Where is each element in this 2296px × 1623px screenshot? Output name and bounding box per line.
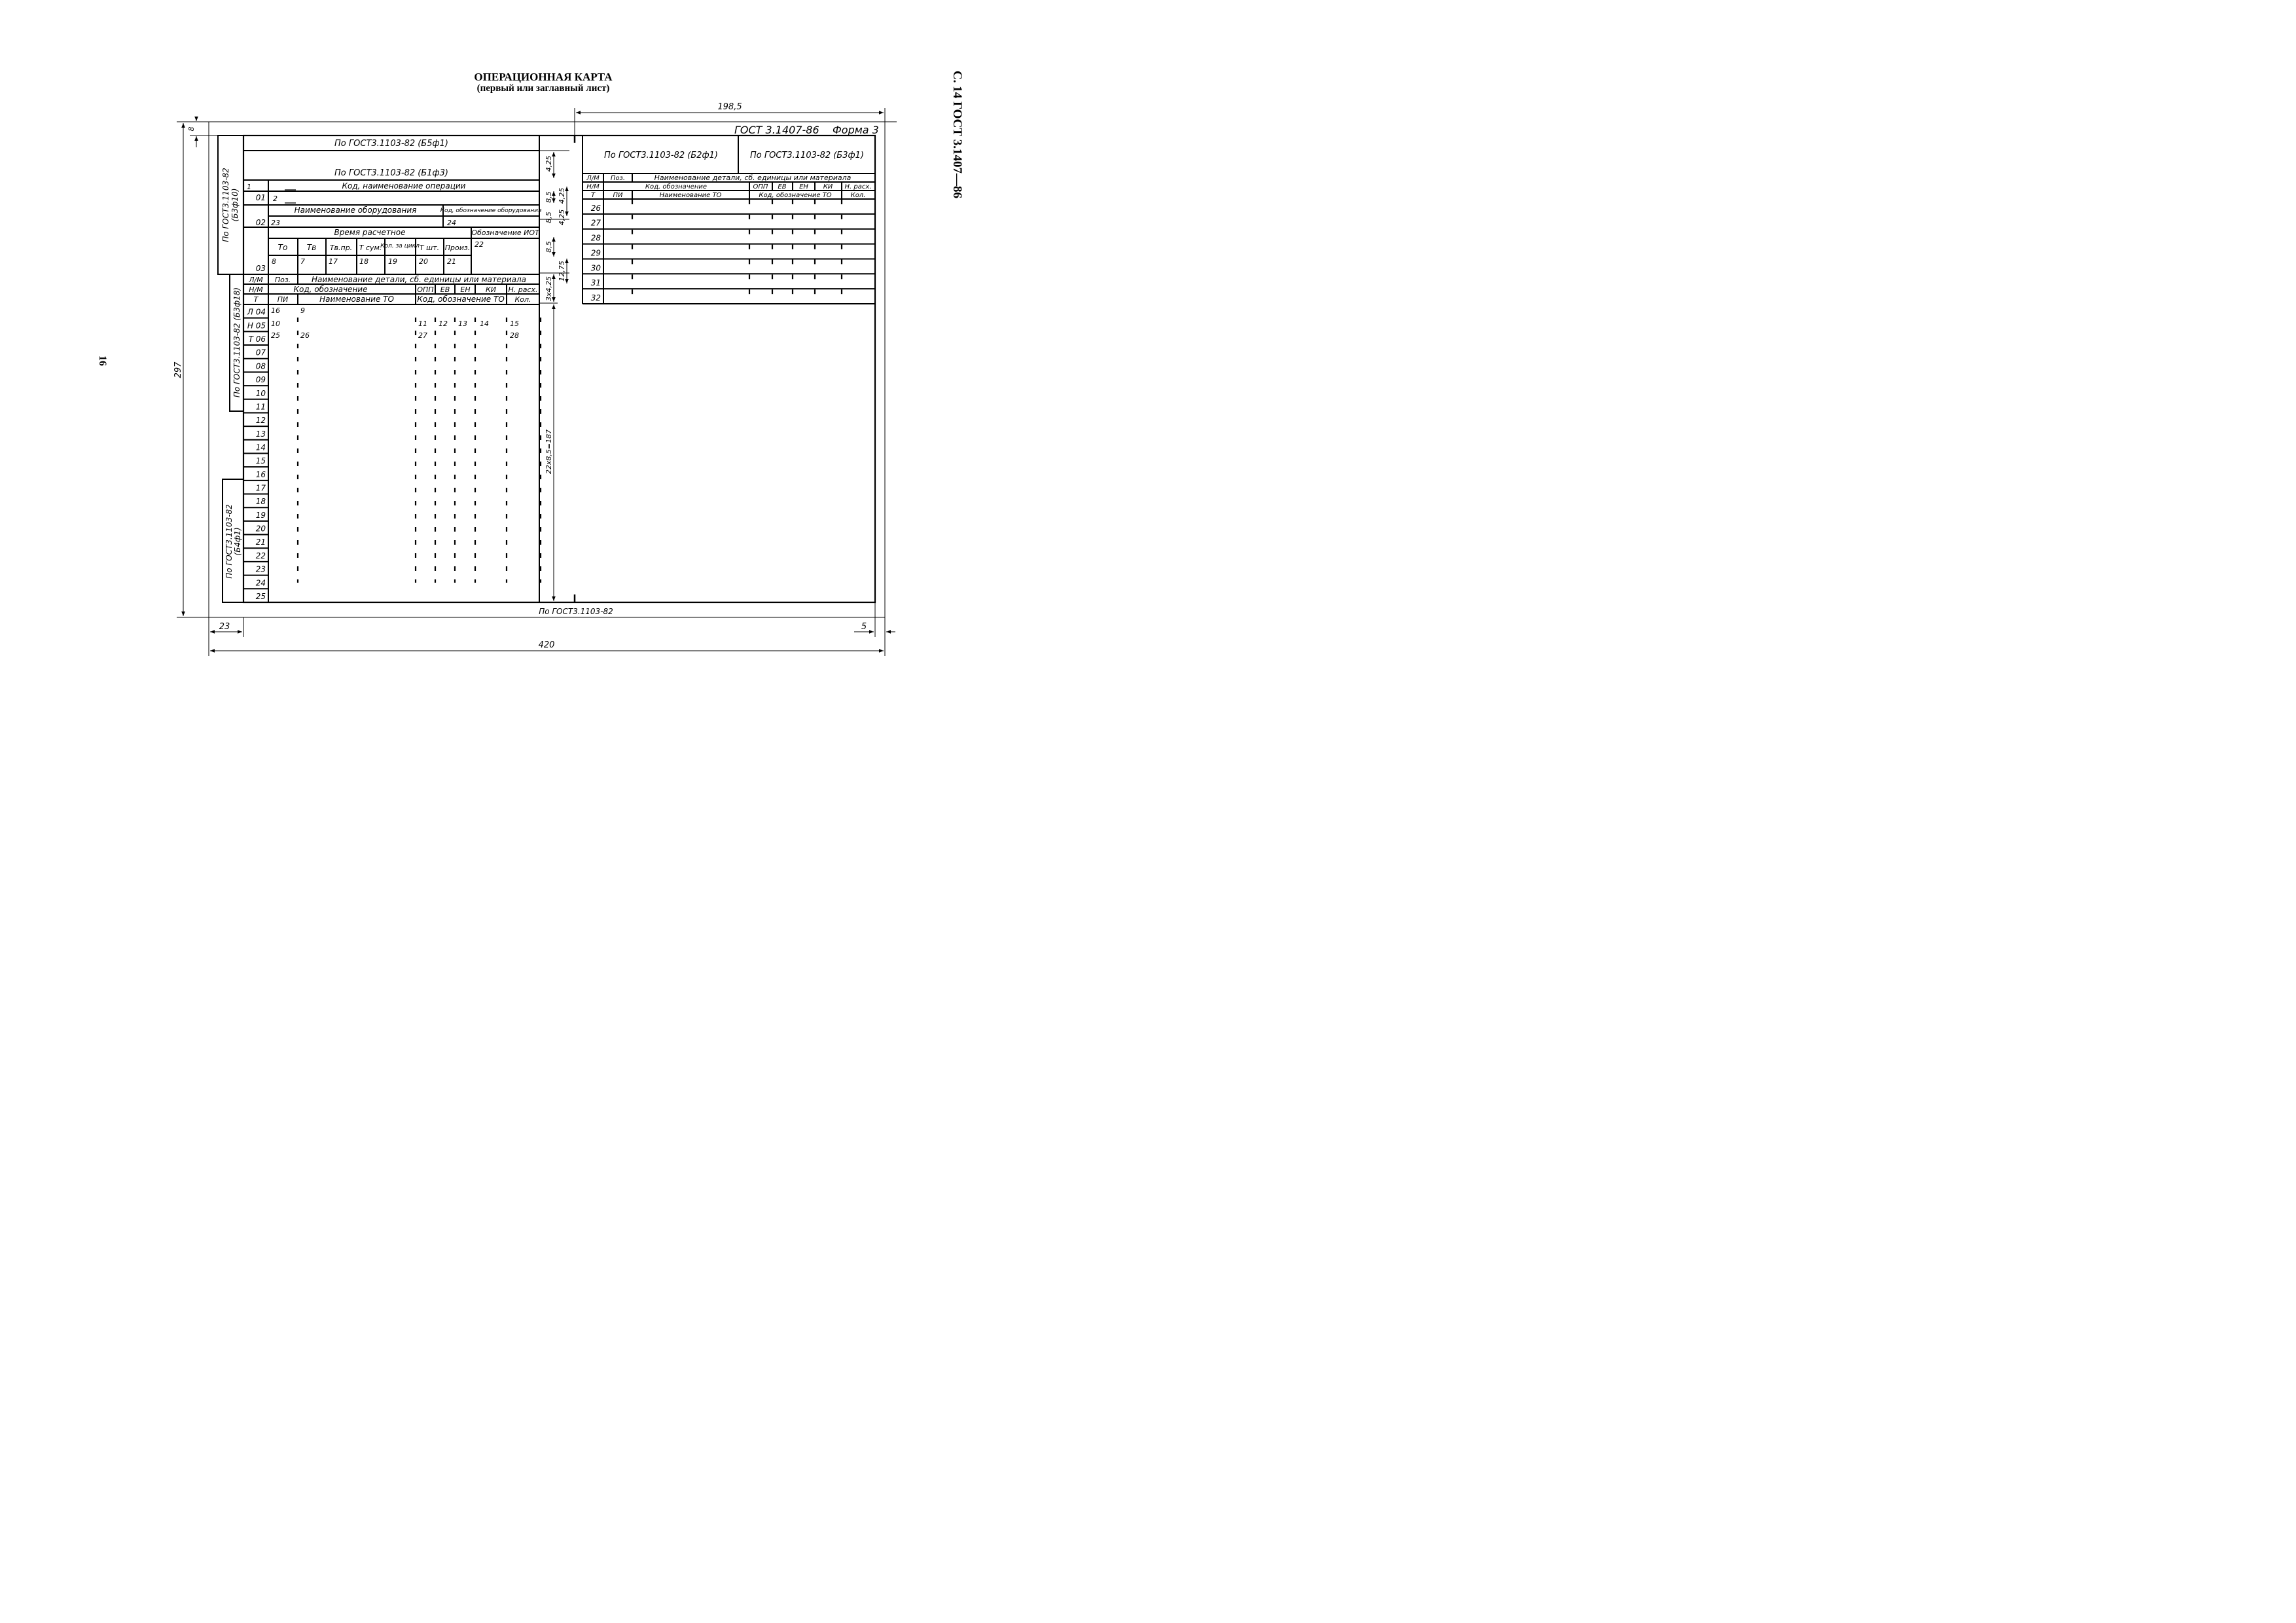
row-number: 15 (255, 456, 266, 466)
right-h-ki: КИ (823, 183, 833, 191)
left-row-numbers (243, 191, 268, 602)
dim-rows-total: 22х8,5=187 (545, 429, 553, 475)
ref-b5f1: По ГОСТ3.1103-82 (Б5ф1) (334, 139, 448, 149)
row-number: 21 (255, 538, 266, 547)
right-row-number: 31 (590, 278, 601, 288)
right-h-en: ЕН (799, 183, 808, 191)
right-h-code: Код, обозначение (645, 183, 708, 191)
col-kolcycle: Кол. за цикл (380, 243, 420, 249)
label-equip-code: Код, обозначение оборудования (440, 208, 542, 214)
side-block-1-ref: По ГОСТ3.1103-82 (221, 168, 230, 242)
row-number: 22 (255, 551, 266, 560)
col-tsum: Т сум. (359, 244, 382, 252)
field-12: 12 (439, 319, 448, 328)
field-26: 26 (300, 331, 310, 340)
right-row-number: 26 (590, 203, 601, 213)
left-h-poz: Поз. (274, 276, 291, 284)
right-h-t: Т (590, 192, 596, 199)
row-number: 25 (255, 591, 266, 601)
dim-left-margin: 23 (219, 622, 230, 632)
row-number: 18 (255, 497, 266, 507)
left-h-ki: КИ (485, 285, 497, 294)
dim-height-total: 297 (173, 361, 183, 378)
page-header-right: С. 14 ГОСТ 3.1407—86 (950, 71, 964, 198)
dim-4-25-b: 4,25 (558, 187, 566, 204)
page-subtitle: (первый или заглавный лист) (476, 83, 610, 94)
dim-8-5-a: 8,5 (545, 191, 553, 203)
label-op-code: Код, наименование операции (342, 181, 466, 191)
val-21: 21 (447, 257, 456, 266)
field-15: 15 (510, 319, 519, 328)
col-to: То (278, 243, 288, 252)
marker-24: 24 (447, 219, 456, 227)
dim-width-total: 420 (538, 640, 555, 650)
row-number: 23 (255, 564, 266, 574)
marker-2: 2 (273, 194, 278, 203)
dim-4-25-c: 4,25 (558, 209, 566, 226)
page-number: 16 (97, 356, 108, 366)
right-h-pi: ПИ (613, 192, 623, 199)
right-row-number: 28 (590, 233, 601, 243)
left-h-ev: ЕВ (440, 285, 450, 294)
bottom-ref: По ГОСТ3.1103-82 (539, 607, 613, 616)
field-28: 28 (510, 331, 519, 340)
right-h-ev: ЕВ (778, 183, 787, 191)
dim-right-margin: 5 (861, 622, 867, 632)
val-18: 18 (359, 257, 368, 266)
val-17: 17 (329, 257, 338, 266)
row-number: 19 (255, 510, 266, 520)
left-h-nrash: Н. расх. (508, 285, 538, 294)
row-number: 13 (255, 429, 266, 439)
right-h-name: Наименование детали, сб. единицы или материала (654, 173, 852, 182)
label-iot: Обозначение ИОТ (471, 228, 539, 237)
label-equip-name: Наименование оборудования (294, 206, 417, 215)
left-h-kol: Кол. (514, 295, 531, 304)
field-10: 10 (271, 319, 280, 328)
row-number: 08 (255, 361, 266, 371)
right-h-opp: ОПП (753, 183, 768, 191)
side-block-3-code: (Б4ф1) (233, 527, 242, 556)
right-h-kol: Кол. (850, 192, 866, 199)
right-h-nm: Н/М (586, 183, 600, 191)
row-number: 12 (255, 416, 266, 426)
dim-8-5-c: 8,5 (545, 241, 553, 253)
dim-right-width: 198,5 (717, 102, 742, 112)
field-27: 27 (418, 331, 427, 340)
ref-b2f1: По ГОСТ3.1103-82 (Б2ф1) (604, 151, 718, 160)
left-h-lm: Л/М (249, 276, 263, 284)
col-tsht: Т шт. (419, 244, 440, 252)
left-h-pi: ПИ (277, 295, 289, 304)
right-h-codeto: Код, обозначение ТО (759, 192, 832, 199)
right-h-nrash: Н. расх. (844, 183, 872, 191)
row-number: 01 (255, 193, 266, 202)
field-14: 14 (480, 319, 489, 328)
operation-card-drawing (0, 0, 1020, 721)
marker-23: 23 (271, 219, 280, 227)
right-row-number: 27 (590, 218, 601, 228)
marker-22: 22 (475, 240, 484, 249)
row-number: 14 (255, 443, 266, 452)
right-h-nameto: Наименование ТО (659, 192, 722, 199)
left-h-name: Наименование детали, сб. единицы или материала (311, 275, 527, 284)
row-number: Л 04 (247, 307, 266, 317)
row-number: 20 (255, 524, 266, 534)
field-16: 16 (271, 306, 280, 315)
left-h-codeto: Код, обозначение ТО (417, 295, 505, 304)
field-11: 11 (418, 319, 427, 328)
left-h-nm: Н/М (249, 285, 263, 294)
ref-b3f1: По ГОСТ3.1103-82 (Б3ф1) (750, 151, 864, 160)
right-h-lm: Л/М (586, 175, 600, 182)
left-h-code: Код, обозначение (293, 285, 368, 294)
left-h-opp: ОПП (417, 285, 434, 294)
field-25: 25 (271, 331, 280, 340)
side-block-2-ref: По ГОСТ3.1103-82 (Б3ф18) (232, 287, 242, 398)
form-standard: ГОСТ 3.1407-86 (734, 124, 819, 136)
row-number: 24 (255, 578, 266, 588)
val-19: 19 (388, 257, 397, 266)
right-row-numbers (583, 200, 875, 302)
dim-12-75: 12,75 (558, 261, 566, 282)
dim-top-margin: 8 (187, 126, 196, 132)
dim-3x4-25: 3х4,25 (545, 276, 553, 302)
page-title: ОПЕРАЦИОННАЯ КАРТА (474, 71, 613, 83)
right-row-number: 30 (590, 263, 601, 273)
label-time: Время расчетное (334, 228, 406, 237)
row-number: 02 (255, 218, 266, 227)
row-number: 07 (255, 348, 266, 357)
marker-1: 1 (247, 183, 251, 191)
left-h-en: ЕН (460, 285, 471, 294)
right-row-number: 29 (590, 248, 601, 258)
side-block-3-ref: По ГОСТ3.1103-82 (224, 504, 234, 579)
dim-4-25-top: 4,25 (545, 155, 553, 172)
left-h-t: Т (253, 295, 259, 304)
row-number: 17 (255, 483, 266, 493)
row-number: 16 (255, 469, 266, 479)
row-number: 09 (255, 375, 266, 385)
val-8: 8 (272, 257, 276, 266)
right-row-number: 32 (590, 293, 601, 303)
left-h-nameto: Наименование ТО (319, 295, 394, 304)
val-7: 7 (300, 257, 305, 266)
row-number: Н 05 (247, 321, 266, 331)
val-20: 20 (419, 257, 428, 266)
form-number: Форма 3 (833, 124, 879, 136)
side-block-1-code: (Б3ф10) (230, 188, 240, 222)
col-tvpr: Тв.пр. (329, 244, 353, 252)
right-h-poz: Поз. (610, 175, 626, 182)
dim-8-5-b: 8,5 (545, 211, 553, 223)
row-number: 11 (255, 402, 266, 412)
field-9: 9 (300, 306, 305, 315)
col-proiz: Произ. (444, 244, 471, 252)
row-number: 10 (255, 388, 266, 398)
row-number: 03 (255, 264, 266, 273)
ref-b1f3: По ГОСТ3.1103-82 (Б1ф3) (334, 168, 448, 178)
col-tv: Тв (306, 243, 317, 252)
field-13: 13 (458, 319, 467, 328)
row-number: Т 06 (248, 335, 266, 344)
